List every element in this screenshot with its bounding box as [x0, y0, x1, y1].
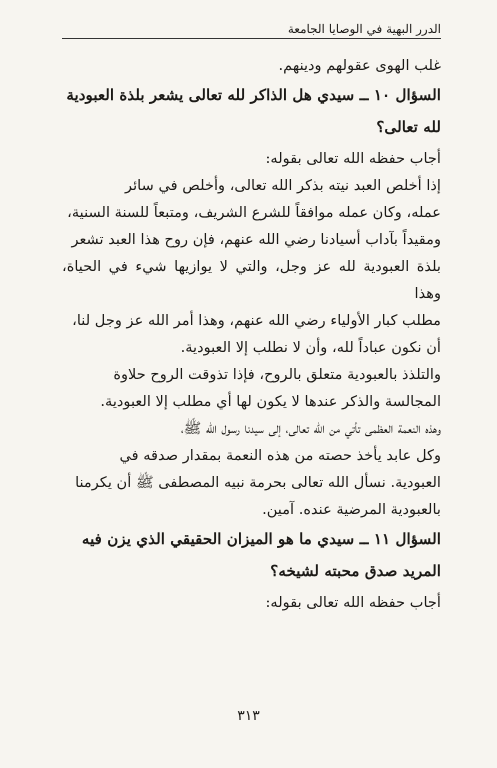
text-line: المجالسة والذكر عندها لا يكون لها أي مطلب إلا العبودية. [100, 393, 441, 410]
page-number: ٣١٣ [237, 708, 260, 724]
text-line: مطلب كبار الأولياء رضي الله عنهم، وهذا أمر الله عز وجل لنا، [72, 312, 441, 329]
text-line: وكل عابد يأخذ حصته من هذه النعمة بمقدار صدقه في [119, 447, 441, 464]
text-line: غلب الهوى عقولهم ودينهم. [278, 57, 441, 74]
text-line: أجاب حفظه الله تعالى بقوله: [265, 594, 441, 611]
text-line: عمله، وكان عمله موافقاً للشرع الشريف، ومتبعاً للسنة السنية، [67, 204, 441, 221]
text-line: بلذة العبودية لله عز وجل، والتي لا يوازيها شيء في الحياة، وهذا [62, 258, 441, 302]
text-line: والتلذذ بالعبودية متعلق بالروح، فإذا تذوقت الروح حلاوة [113, 366, 441, 383]
text-line: ومقيداً بآداب أسيادنا رضي الله عنهم، فإن روح هذا العبد تشعر [71, 231, 441, 248]
text-line: بالعبودية المرضية عنده. آمين. [262, 501, 441, 518]
question-line: السؤال ١٠ ــ سيدي هل الذاكر لله تعالى يشعر بلذة العبودية [66, 86, 441, 104]
running-header [62, 16, 441, 39]
text-line: وهذه النعمة العظمى تأتي من الله تعالى، إلى سيدنا رسول الله ﷺ، [180, 420, 441, 437]
question-line: السؤال ١١ ــ سيدي ما هو الميزان الحقيقي الذي يزن فيه [81, 530, 441, 548]
question-line: المريد صدق محبته لشيخه؟ [270, 562, 441, 580]
text-line: العبودية. نسأل الله تعالى بحرمة نبيه المصطفى ﷺ أن يكرمنا [75, 474, 441, 491]
question-line: لله تعالى؟ [376, 118, 441, 136]
running-title: الدرر البهية في الوصايا الجامعة [287, 22, 441, 36]
text-line: أجاب حفظه الله تعالى بقوله: [265, 150, 441, 167]
text-line: أن نكون عباداً لله، وأن لا نطلب إلا العبودية. [180, 339, 441, 356]
page-body [62, 52, 441, 616]
text-line: إذا أخلص العبد نيته بذكر الله تعالى، وأخلص في سائر [125, 177, 441, 194]
